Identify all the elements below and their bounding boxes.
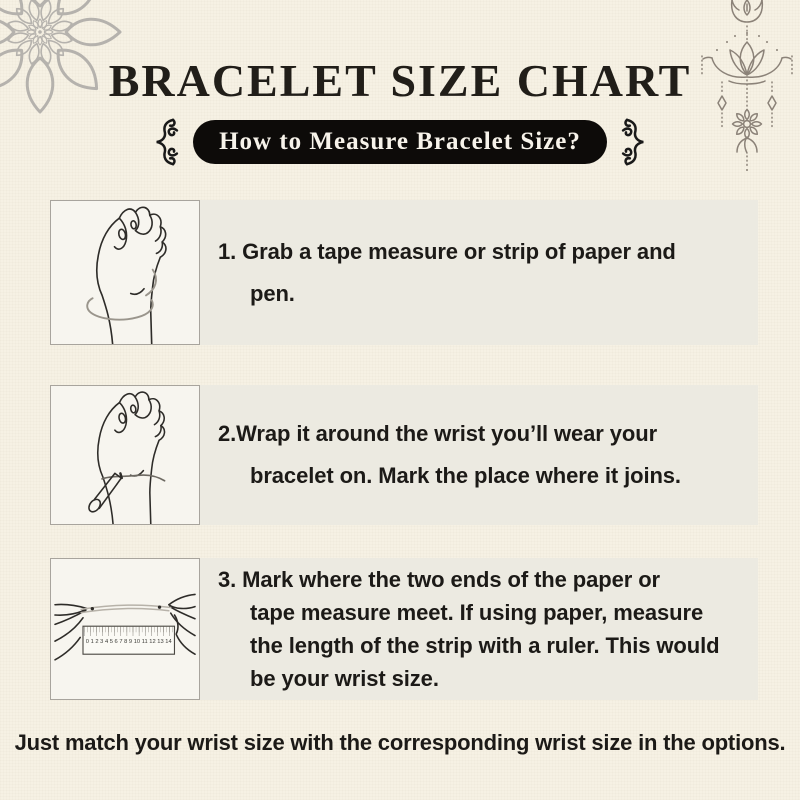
badge: How to Measure Bracelet Size? bbox=[193, 120, 607, 164]
step-3-illustration-panel bbox=[50, 558, 200, 700]
step-1-text bbox=[200, 231, 676, 315]
measuring-string bbox=[81, 605, 171, 612]
step-line: the length of the strip with a ruler. This would bbox=[250, 633, 720, 658]
step-line: bracelet on. Mark the place where it joins. bbox=[250, 463, 681, 488]
footer-note: Just match your wrist size with the corresponding wrist size in the options. bbox=[14, 730, 786, 755]
step-2-illustration-panel bbox=[50, 385, 200, 525]
fist-with-marker-icon bbox=[51, 386, 199, 524]
step-line: 2.Wrap it around the wrist you’ll wear your bbox=[218, 421, 658, 446]
step-row-2 bbox=[50, 385, 758, 525]
mandala-inner-petals bbox=[27, 19, 53, 45]
step-line: be your wrist size. bbox=[250, 666, 439, 691]
string-mark-left bbox=[91, 607, 94, 610]
lotus-crescent bbox=[732, 0, 763, 22]
step-line: 3. Mark where the two ends of the paper or bbox=[218, 567, 660, 592]
ruler bbox=[83, 626, 174, 654]
badge-row bbox=[0, 116, 800, 168]
step-row-3 bbox=[50, 558, 758, 700]
fist-with-string-icon bbox=[51, 201, 199, 344]
step-1-illustration-panel bbox=[50, 200, 200, 345]
left-flourish-icon bbox=[143, 116, 180, 168]
step-3-text bbox=[200, 563, 719, 695]
ruler-numbers: 0 1 2 3 4 5 6 7 8 9 10 11 12 13 14 bbox=[85, 639, 172, 645]
step-row-1 bbox=[50, 200, 758, 345]
hands-measuring-with-ruler-icon bbox=[51, 559, 199, 699]
fist-outline bbox=[98, 392, 165, 524]
right-flourish-icon bbox=[620, 116, 657, 168]
step-line: tape measure meet. If using paper, measure bbox=[250, 600, 704, 625]
step-line: pen. bbox=[250, 280, 295, 306]
string-mark-right bbox=[158, 605, 161, 608]
step-2-text bbox=[200, 413, 681, 497]
page-title: BRACELET SIZE CHART bbox=[108, 55, 692, 106]
step-line: 1. Grab a tape measure or strip of paper and bbox=[218, 238, 676, 264]
